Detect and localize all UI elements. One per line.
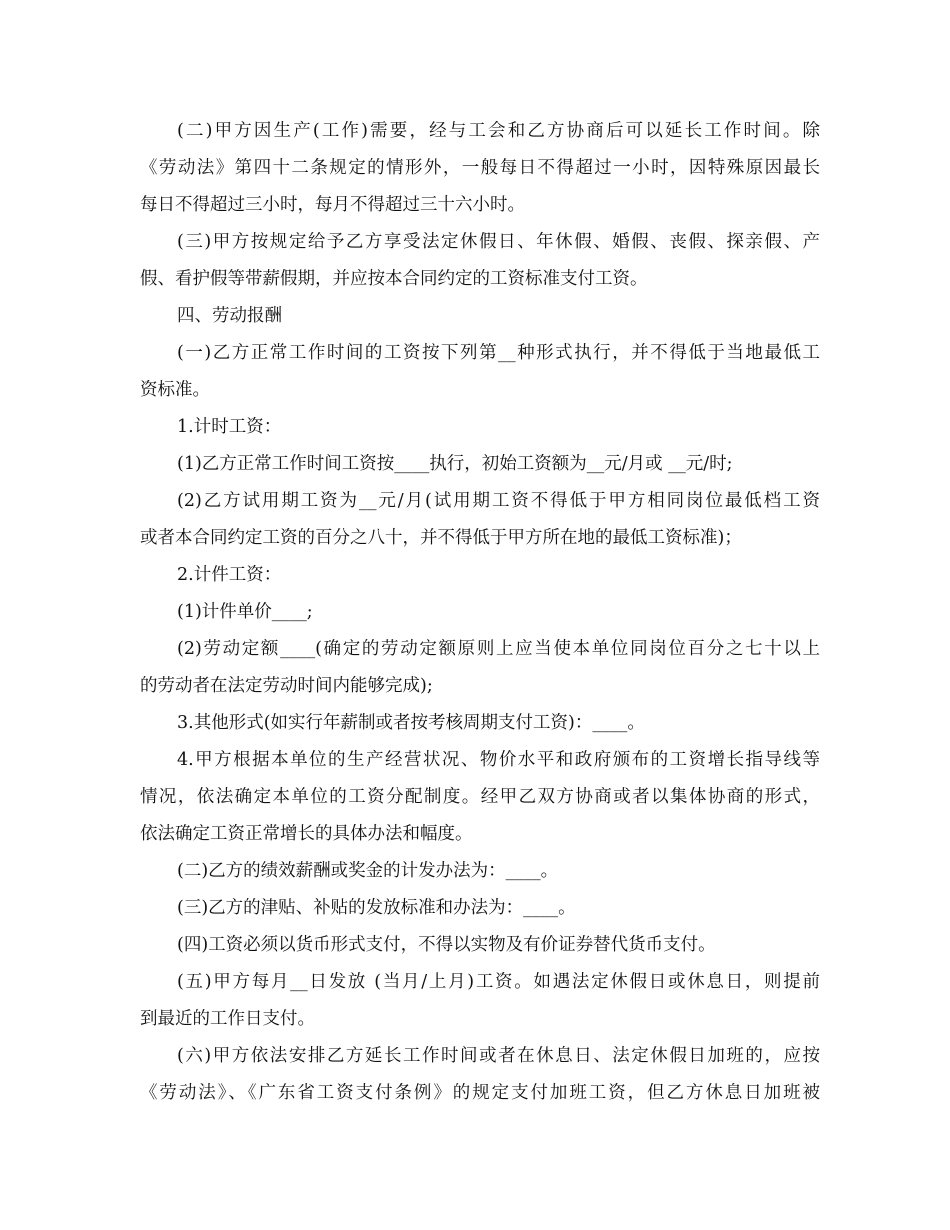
paragraph-line: (二)乙方的绩效薪酬或奖金的计发办法为：____。 <box>177 861 559 881</box>
paragraph-line: (三)甲方按规定给予乙方享受法定休假日、年休假、婚假、丧假、探亲假、产 <box>177 232 820 252</box>
paragraph-line: (四)工资必须以货币形式支付，不得以实物及有价证券替代货币支付。 <box>177 935 716 955</box>
paragraph-line: 到最近的工作日支付。 <box>140 1009 315 1029</box>
paragraph-line: 每日不得超过三小时，每月不得超过三十六小时。 <box>140 195 525 215</box>
paragraph-line: 假、看护假等带薪假期，并应按本合同约定的工资标准支付工资。 <box>140 269 648 289</box>
paragraph-line: 依法确定工资正常增长的具体办法和幅度。 <box>140 824 473 844</box>
paragraph-line: 3.其他形式(如实行年薪制或者按考核周期支付工资)：____。 <box>177 713 645 733</box>
subheading: 1.计时工资： <box>177 417 282 437</box>
paragraph-line: 资标准。 <box>140 380 210 400</box>
paragraph-line: 《劳动法》、《广东省工资支付条例》的规定支付加班工资，但乙方休息日加班被 <box>140 1083 820 1103</box>
paragraph-line: 或者本合同约定工资的百分之八十，并不得低于甲方所在地的最低工资标准)； <box>140 528 742 548</box>
paragraph-line: (一)乙方正常工作时间的工资按下列第__种形式执行，并不得低于当地最低工 <box>177 343 820 363</box>
paragraph-line: (1)乙方正常工作时间工资按____执行，初始工资额为__元/月或 __元/时; <box>177 454 733 474</box>
paragraph-line: (2)乙方试用期工资为__元/月(试用期工资不得低于甲方相同岗位最低档工资 <box>177 491 820 511</box>
subheading: 2.计件工资： <box>177 565 282 585</box>
paragraph-line: 4.甲方根据本单位的生产经营状况、物价水平和政府颁布的工资增长指导线等 <box>177 750 820 770</box>
paragraph-line: (六)甲方依法安排乙方延长工作时间或者在休息日、法定休假日加班的，应按 <box>177 1046 820 1066</box>
paragraph-line: 情况，依法确定本单位的工资分配制度。经甲乙双方协商或者以集体协商的形式， <box>140 787 820 807</box>
paragraph-line: (五)甲方每月__日发放 (当月/上月)工资。如遇法定休假日或休息日，则提前 <box>177 972 820 992</box>
paragraph-line: (1)计件单价____; <box>177 602 313 622</box>
paragraph-line: 的劳动者在法定劳动时间内能够完成); <box>140 676 433 696</box>
paragraph-line: 《劳动法》第四十二条规定的情形外，一般每日不得超过一小时，因特殊原因最长 <box>140 158 820 178</box>
paragraph-line: (三)乙方的津贴、补贴的发放标准和办法为：____。 <box>177 898 576 918</box>
paragraph-line: (二)甲方因生产(工作)需要，经与工会和乙方协商后可以延长工作时间。除 <box>177 121 820 141</box>
section-heading: 四、劳动报酬 <box>177 306 282 326</box>
paragraph-line: (2)劳动定额____(确定的劳动定额原则上应当使本单位同岗位百分之七十以上 <box>177 639 820 659</box>
